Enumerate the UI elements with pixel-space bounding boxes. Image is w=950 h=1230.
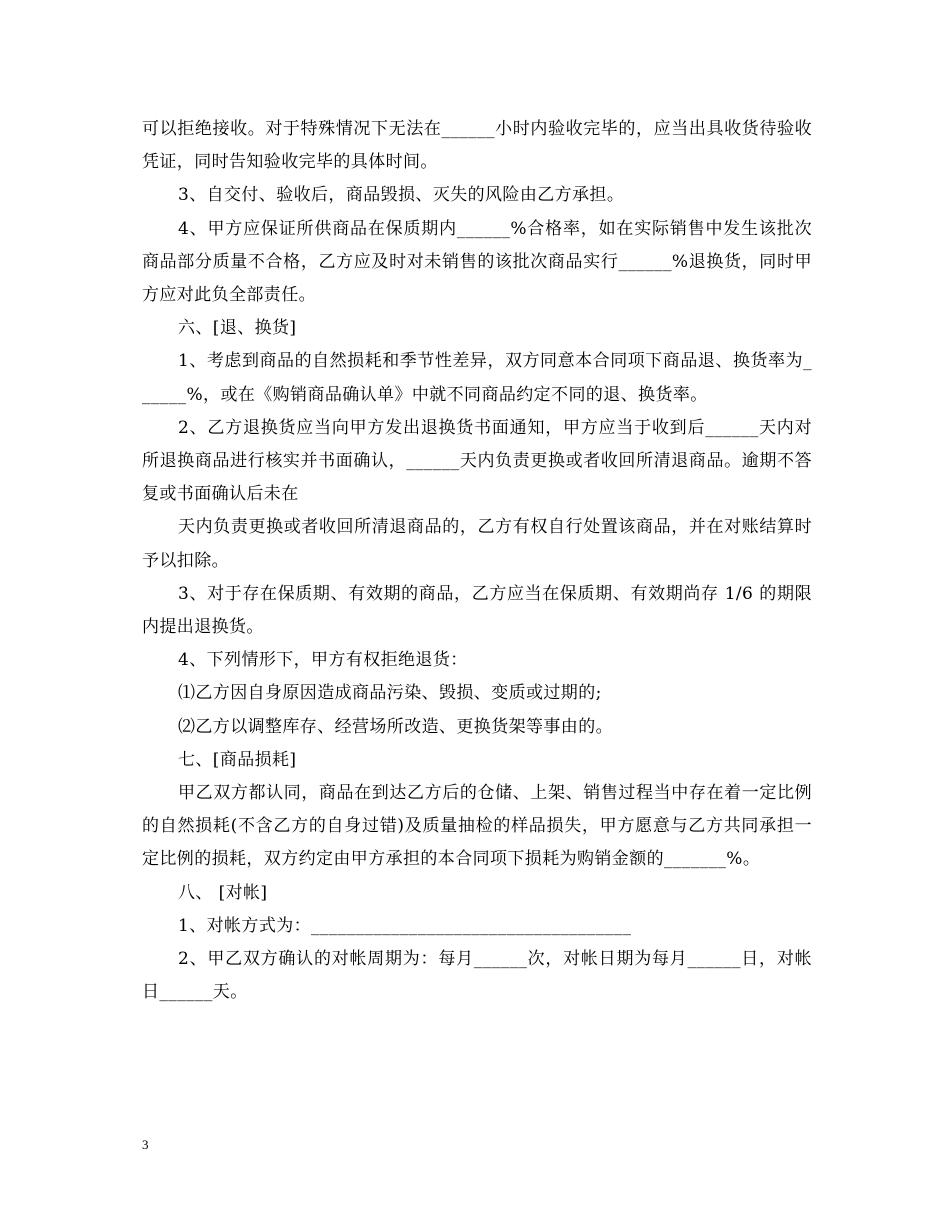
paragraph: 2、甲乙双方确认的对帐周期为：每月______次，对帐日期为每月______日，对帐日______天。 [142, 949, 812, 1003]
paragraph: 1、对帐方式为：____________________________________ [178, 915, 632, 936]
paragraph: 3、自交付、验收后，商品毁损、灭失的风险由乙方承担。 [178, 185, 625, 206]
paragraph: 3、对于存在保质期、有效期的商品，乙方应当在保质期、有效期尚存 1/6 的期限内提出退换货。 [142, 583, 812, 638]
section-heading: 八、 [对帐] [178, 882, 268, 903]
list-item: ⑵乙方以调整库存、经营场所改造、更换货架等事由的。 [178, 716, 613, 737]
section-heading: 七、[商品损耗] [178, 749, 297, 770]
paragraph: 4、甲方应保证所供商品在保质期内______%合格率，如在实际销售中发生该批次商品部分质量不合格，乙方应及时对未销售的该批次商品实行______%退换货，同时甲方应对此负全部责任。 [142, 218, 812, 306]
list-item: ⑴乙方因自身原因造成商品污染、毁损、变质或过期的; [178, 683, 602, 704]
paragraph: 天内负责更换或者收回所清退商品的，乙方有权自行处置该商品，并在对账结算时予以扣除。 [142, 517, 812, 571]
section-heading: 六、[退、换货] [178, 318, 297, 339]
paragraph: 4、下列情形下，甲方有权拒绝退货： [178, 650, 468, 671]
document-body [142, 113, 812, 1009]
paragraph: 2、乙方退换货应当向甲方发出退换货书面通知，甲方应当于收到后______天内对所退换商品进行核实并书面确认，______天内负责更换或者收回所清退商品。逾期不答复或书面确认后未在 [142, 417, 812, 505]
paragraph: 甲乙双方都认同，商品在到达乙方后的仓储、上架、销售过程当中存在着一定比例的自然损耗(不含乙方的自身过错)及质量抽检的样品损失，甲方愿意与乙方共同承担一定比例的损耗，双方约定由甲方承担的本合同项下损耗为购销金额的_______%。 [142, 783, 812, 870]
paragraph: 1、考虑到商品的自然损耗和季节性差异，双方同意本合同项下商品退、换货率为______%，或在《购销商品确认单》中就不同商品约定不同的退、换货率。 [142, 351, 812, 405]
page-number: 3 [142, 1137, 149, 1152]
paragraph: 可以拒绝接收。对于特殊情况下无法在______小时内验收完毕的，应当出具收货待验收凭证，同时告知验收完毕的具体时间。 [142, 119, 812, 173]
